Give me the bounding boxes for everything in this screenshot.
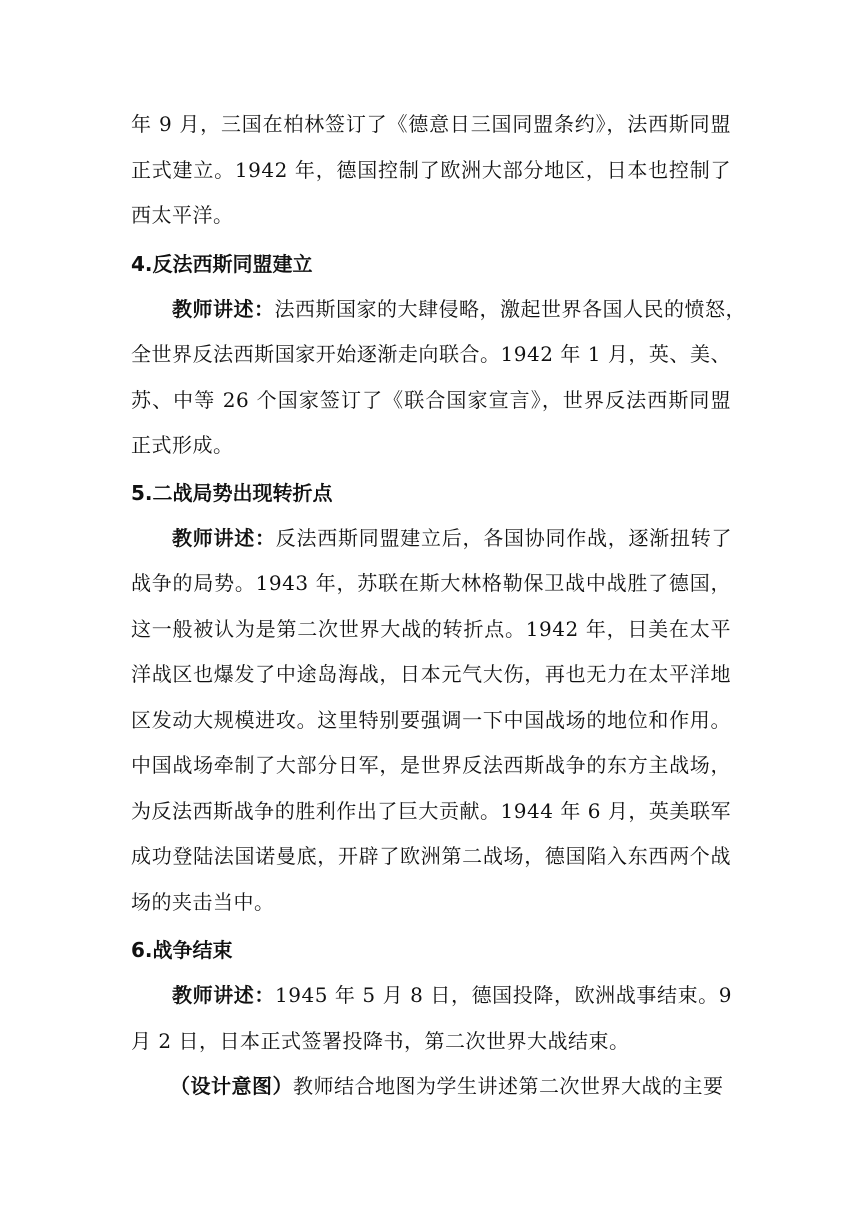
intro-line-1: 年 9 月，三国在柏林签订了《德意日三国同盟条约》，法西斯同盟 xyxy=(131,112,731,136)
teacher-narration-label: 教师讲述： xyxy=(172,526,276,550)
section-4-line-4: 正式形成。 xyxy=(131,433,234,457)
section-5-line-3: 这一般被认为是第二次世界大战的转折点。1942 年，日美在太平 xyxy=(131,617,731,641)
section-5-line-2: 战争的局势。1943 年，苏联在斯大林格勒保卫战中战胜了德国， xyxy=(131,571,731,595)
design-intent-label: （设计意图） xyxy=(170,1074,293,1098)
section-4-text: 法西斯国家的大肆侵略，激起世界各国人民的愤怒， xyxy=(274,297,746,321)
section-5-line-4: 洋战区也爆发了中途岛海战，日本元气大伤，再也无力在太平洋地 xyxy=(131,662,731,686)
section-6-heading: 6.战争结束 xyxy=(131,938,233,962)
intro-line-3: 西太平洋。 xyxy=(131,203,234,227)
section-6-paragraph-line-1 xyxy=(172,983,732,1007)
section-6-text: 1945 年 5 月 8 日，德国投降，欧洲战事结束。9 xyxy=(275,983,733,1007)
section-5-line-8: 成功登陆法国诺曼底，开辟了欧洲第二战场，德国陷入东西两个战 xyxy=(131,844,731,868)
section-4-line-2: 全世界反法西斯国家开始逐渐走向联合。1942 年 1 月，英、美、 xyxy=(131,342,731,366)
section-5-line-6: 中国战场牵制了大部分日军，是世界反法西斯战争的东方主战场， xyxy=(131,753,731,777)
section-5-line-5: 区发动大规模进攻。这里特别要强调一下中国战场的地位和作用。 xyxy=(131,708,731,732)
section-5-text: 反法西斯同盟建立后，各国协同作战，逐渐扭转了 xyxy=(275,526,732,550)
design-intent-text: 教师结合地图为学生讲述第二次世界大战的主要 xyxy=(293,1074,724,1098)
intro-line-2: 正式建立。1942 年，德国控制了欧洲大部分地区，日本也控制了 xyxy=(131,158,731,182)
teacher-narration-label: 教师讲述： xyxy=(172,297,275,321)
section-6-line-2: 月 2 日，日本正式签署投降书，第二次世界大战结束。 xyxy=(131,1029,630,1053)
section-5-paragraph-line-1 xyxy=(172,526,732,550)
design-intent-line xyxy=(170,1074,732,1098)
section-4-heading: 4.反法西斯同盟建立 xyxy=(131,252,313,276)
section-4-line-3: 苏、中等 26 个国家签订了《联合国家宣言》，世界反法西斯同盟 xyxy=(131,388,731,412)
section-5-line-7: 为反法西斯战争的胜利作出了巨大贡献。1944 年 6 月，英美联军 xyxy=(131,799,731,823)
teacher-narration-label: 教师讲述： xyxy=(172,983,276,1007)
section-5-heading: 5.二战局势出现转折点 xyxy=(131,481,333,505)
section-4-paragraph-line-1 xyxy=(172,297,746,321)
section-5-line-9: 场的夹击当中。 xyxy=(131,890,275,914)
